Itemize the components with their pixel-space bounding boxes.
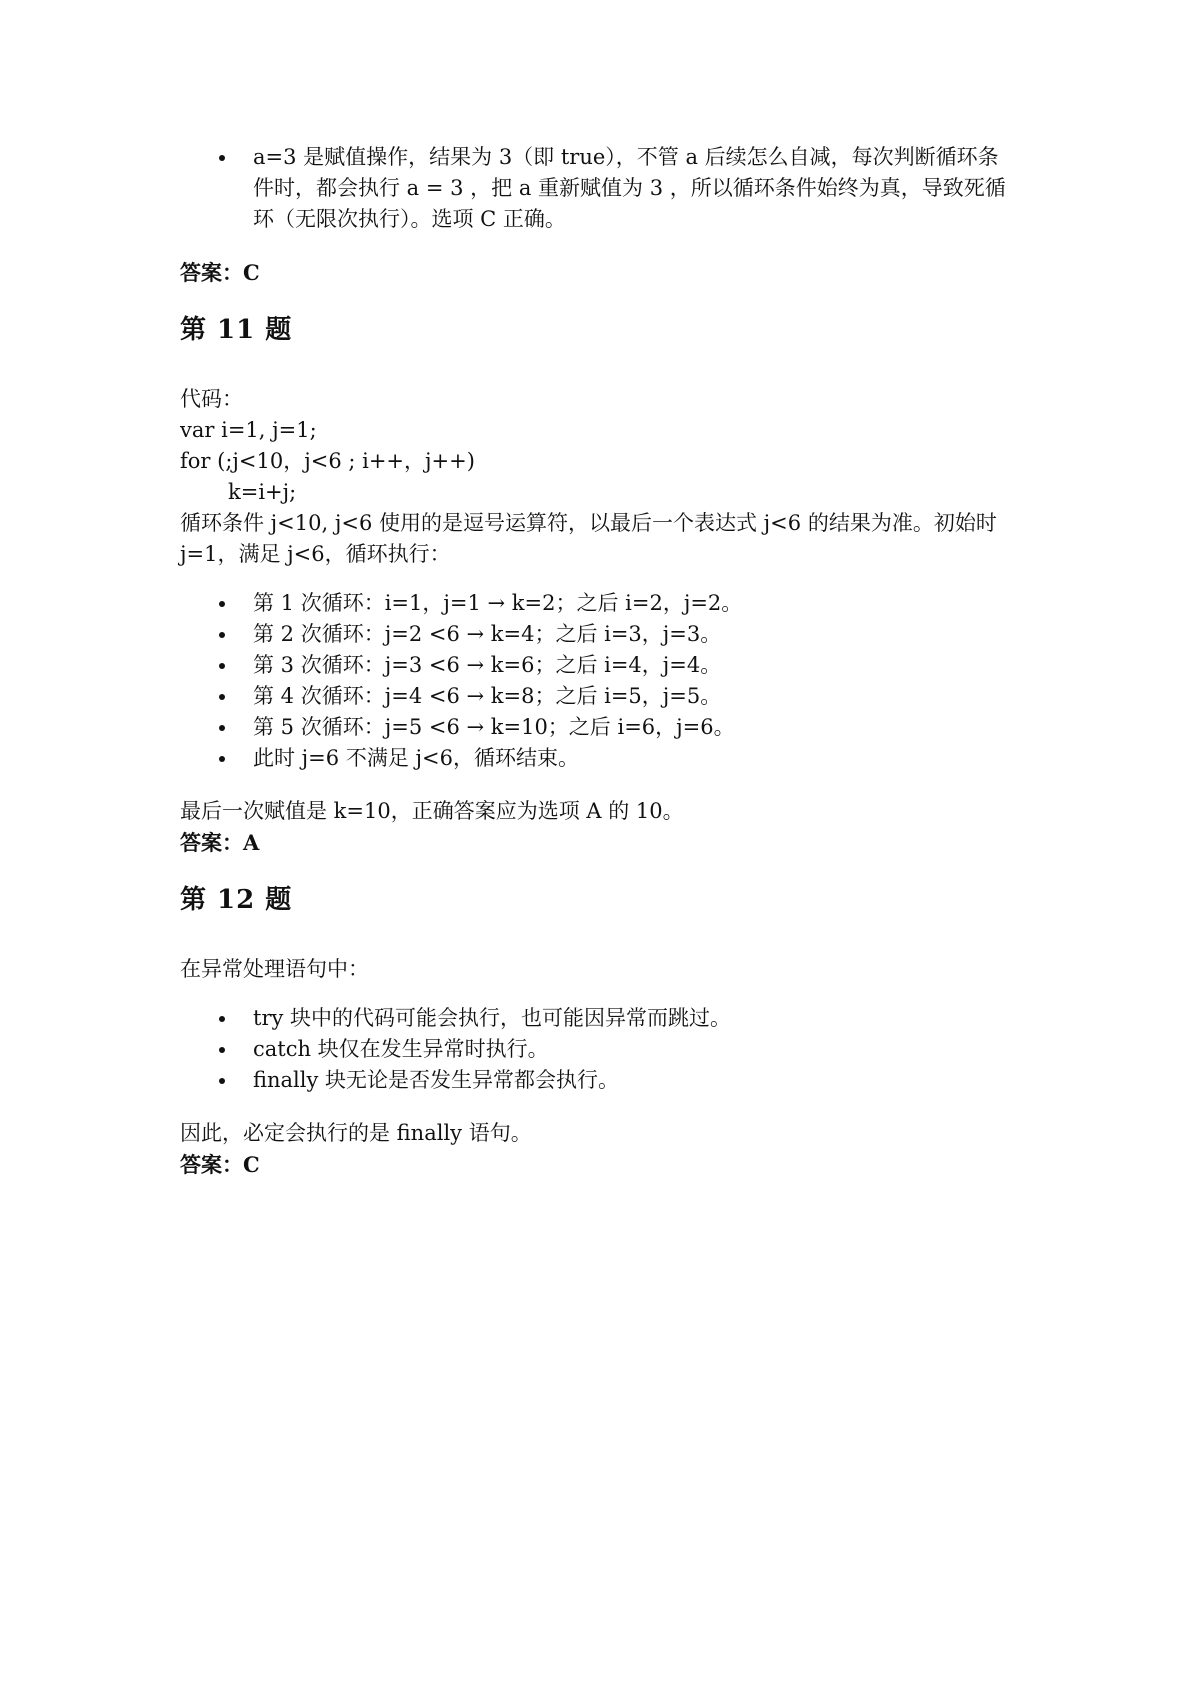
answer-label: 答案：A: [180, 830, 260, 855]
list-item: try 块中的代码可能会执行，也可能因异常而跳过。: [180, 1003, 1010, 1034]
exception-list: [180, 1003, 1010, 1096]
code-line: k=i+j;: [228, 480, 297, 504]
list-item: 第 4 次循环：j=4 <6 → k=8；之后 i=5，j=5。: [180, 681, 1010, 712]
question-heading-12: 第 12 题: [180, 885, 293, 915]
list-item: catch 块仅在发生异常时执行。: [180, 1034, 1010, 1065]
code-line: var i=1, j=1;: [180, 418, 317, 442]
list-item: finally 块无论是否发生异常都会执行。: [180, 1065, 1010, 1096]
document-page: [180, 142, 1010, 1180]
list-item: 第 1 次循环：i=1，j=1 → k=2；之后 i=2，j=2。: [180, 588, 1010, 619]
intro-text: 在异常处理语句中：: [180, 957, 369, 981]
list-item: a=3 是赋值操作，结果为 3（即 true），不管 a 后续怎么自减，每次判断循环条件时，都会执行 a = 3 ，把 a 重新赋值为 3 ，所以循环条件始终为真，导致死循环（无限次执行）。选项 C 正确。: [180, 142, 1010, 235]
code-line: for (;j<10，j<6 ; i++，j++): [180, 449, 475, 473]
conclusion-text: 最后一次赋值是 k=10，正确答案应为选项 A 的 10。: [180, 799, 684, 823]
prev-explanation-list: [180, 142, 1010, 235]
list-item: 第 3 次循环：j=3 <6 → k=6；之后 i=4，j=4。: [180, 650, 1010, 681]
list-item: 此时 j=6 不满足 j<6，循环结束。: [180, 743, 1010, 774]
answer-label: 答案：C: [180, 1152, 260, 1177]
conclusion-text: 因此，必定会执行的是 finally 语句。: [180, 1121, 532, 1145]
code-label: 代码：: [180, 387, 243, 411]
question-heading-11: 第 11 题: [180, 315, 293, 345]
list-item: 第 5 次循环：j=5 <6 → k=10；之后 i=6，j=6。: [180, 712, 1010, 743]
answer-label: 答案：C: [180, 260, 260, 285]
explanation-text: 循环条件 j<10, j<6 使用的是逗号运算符，以最后一个表达式 j<6 的结果为准。初始时 j=1，满足 j<6，循环执行：: [180, 511, 997, 566]
list-item: 第 2 次循环：j=2 <6 → k=4；之后 i=3，j=3。: [180, 619, 1010, 650]
loop-steps-list: [180, 588, 1010, 774]
